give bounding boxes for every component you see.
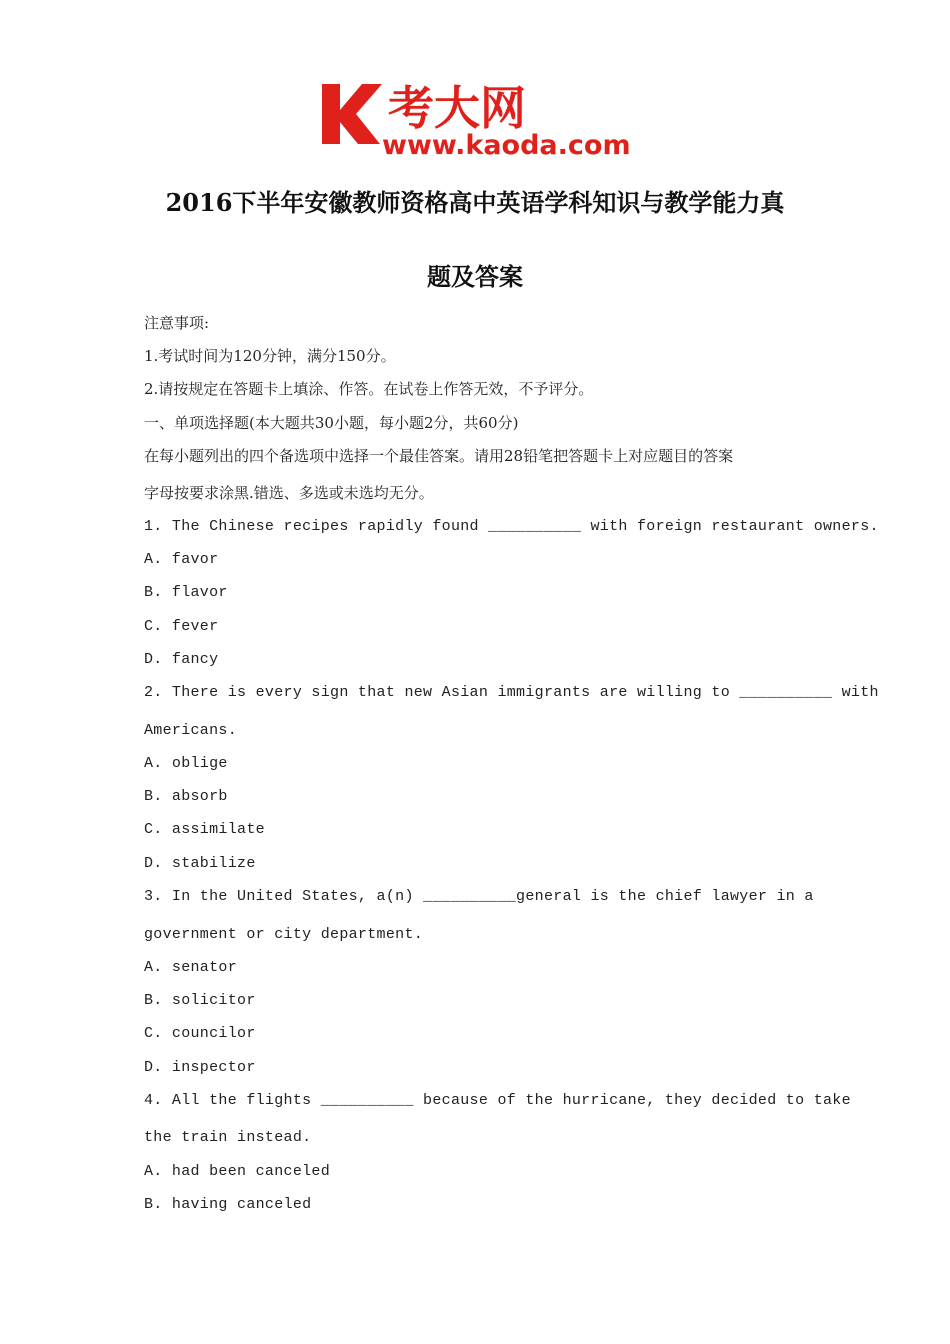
notice-item-2: 2.请按规定在答题卡上填涂、作答。在试卷上作答无效，不予评分。 [144,380,594,398]
question-4-option-b: B. having canceled [144,1196,312,1213]
question-1-option-c: C. fever [144,618,219,635]
kaoda-logo [318,72,638,162]
question-2-stem-line1: 2. There is every sign that new Asian immigrants are willing to __________ with [144,684,879,701]
question-2-option-b: B. absorb [144,788,228,805]
question-3-stem-line2: government or city department. [144,926,424,943]
page-title-line1: 2016下半年安徽教师资格高中英语学科知识与教学能力真 [165,188,785,217]
question-2-stem-line2: Americans. [144,722,238,739]
question-2-option-c: C. assimilate [144,821,265,838]
section-instruction-line1: 在每小题列出的四个备选项中选择一个最佳答案。请用28铅笔把答题卡上对应题目的答案 [144,447,734,465]
question-1-option-a: A. favor [144,551,219,568]
page-title-line2: 题及答案 [427,262,523,291]
notice-heading: 注意事项: [144,314,210,332]
question-3-option-a: A. senator [144,959,238,976]
question-2-option-a: A. oblige [144,755,228,772]
question-1-stem: 1. The Chinese recipes rapidly found __________ with foreign restaurant owners. [144,518,879,535]
question-1-option-d: D. fancy [144,651,219,668]
question-4-stem-line1: 4. All the flights __________ because of the hurricane, they decided to take [144,1092,851,1109]
question-1-option-b: B. flavor [144,584,228,601]
question-3-option-d: D. inspector [144,1059,256,1076]
question-3-option-b: B. solicitor [144,992,256,1009]
section-instruction-line2: 字母按要求涂黑.错选、多选或未选均无分。 [144,484,434,502]
question-2-option-d: D. stabilize [144,855,256,872]
logo-graphic [318,72,638,162]
question-3-stem-line1: 3. In the United States, a(n) __________general is the chief lawyer in a [144,888,814,905]
notice-item-1: 1.考试时间为120分钟，满分150分。 [144,347,396,365]
question-4-option-a: A. had been canceled [144,1163,331,1180]
logo-url: www.kaoda.com [382,130,631,161]
question-3-option-c: C. councilor [144,1025,256,1042]
logo-brand-cn: 考大网 [388,81,526,135]
question-4-stem-line2: the train instead. [144,1129,312,1146]
section-heading: 一、单项选择题(本大题共30小题，每小题2分，共60分) [144,414,519,432]
